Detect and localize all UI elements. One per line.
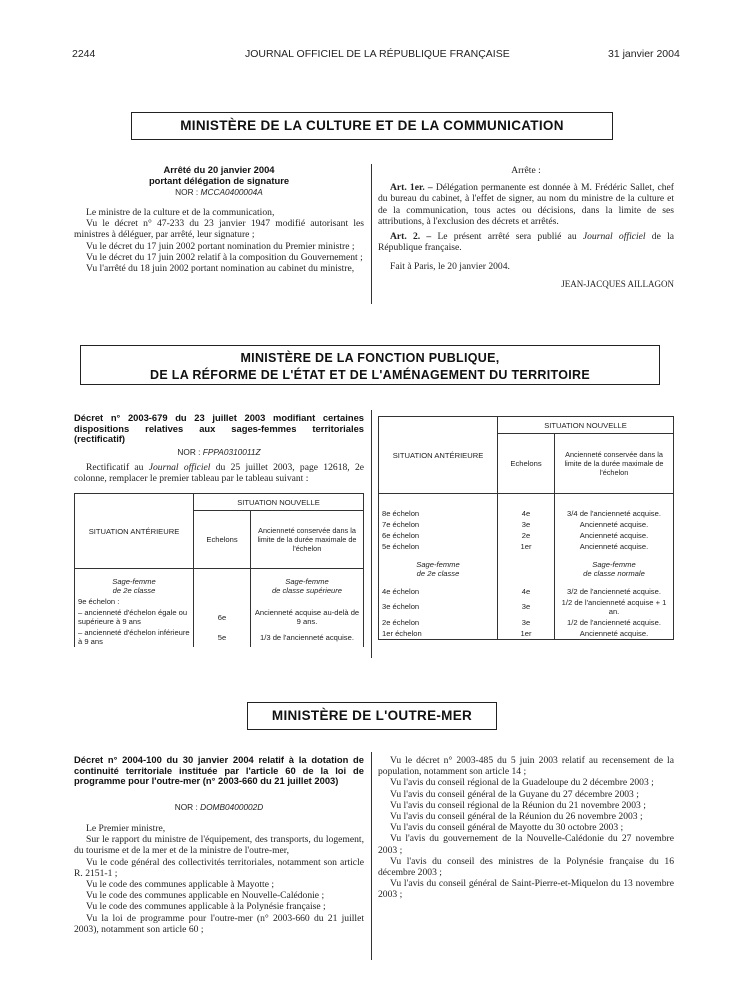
row-anciennete: 1/2 de l'ancienneté acquise + 1 an. (555, 597, 674, 617)
rectif-a: Rectificatif au (86, 462, 149, 473)
visa-paragraph: Vu l'arrêté du 18 juin 2002 portant nomination au cabinet du ministre, (86, 263, 355, 275)
empty-cell (498, 552, 555, 586)
visa-paragraph: Vu le code des communes applicable à Mayotte ; (86, 879, 275, 891)
arrete-verb: Arrête : (511, 165, 541, 176)
grade-left-1: Sage-femme (112, 577, 156, 586)
visa-paragraph: Vu le code des communes applicable à la Polynésie française ; (86, 901, 326, 913)
ministry-title-outre-mer-text: MINISTÈRE DE L'OUTRE-MER (271, 708, 473, 723)
visa-paragraph: Vu l'avis du conseil général de la Réunion du 26 novembre 2003 ; (390, 811, 643, 823)
arrete-nor (74, 187, 364, 197)
ministry-title-fonction-publique (80, 345, 660, 385)
article-2 (378, 231, 674, 253)
nor-label: NOR : (175, 187, 199, 197)
row-left: 5e échelon (379, 541, 498, 552)
row-echelon: 3e (498, 597, 555, 617)
row-left: 2e échelon (379, 617, 498, 628)
grade-right (555, 552, 674, 586)
row-left: 7e échelon (379, 519, 498, 530)
visa-paragraph: Vu l'avis du gouvernement de la Nouvelle-Calédonie du 27 novembre 2003 ; (378, 833, 674, 856)
row-anciennete: 3/2 de l'ancienneté acquise. (555, 586, 674, 597)
article-2-text-a: Le présent arrêté sera publié au (437, 231, 583, 243)
nor-code: DOMB0400002D (200, 802, 264, 812)
row-anciennete: Ancienneté acquise. (555, 628, 674, 640)
row-echelon: 3e (498, 617, 555, 628)
grade-left-2: de 2e classe (416, 568, 460, 578)
visa-paragraph: Vu la loi de programme pour l'outre-mer (n° 2003-660 du 21 juillet 2003), notamment son article 60 ; (74, 912, 364, 935)
visa-paragraph: Vu l'avis du conseil général de la Guyane du 27 décembre 2003 ; (390, 788, 639, 800)
visa-paragraph: Vu l'avis du conseil général de Saint-Pierre-et-Miquelon du 13 novembre 2003 ; (378, 878, 674, 901)
journal-title: JOURNAL OFFICIEL DE LA RÉPUBLIQUE FRANÇAISE (245, 48, 510, 60)
grade-right-1: Sage-femme (592, 559, 636, 569)
grade-left-1: Sage-femme (416, 559, 460, 569)
decree-2003-679-title: Décret n° 2003-679 du 23 juillet 2003 modifiant certaines dispositions relatives aux sages-femmes territoriales (rectificatif) (74, 412, 364, 445)
done-at: Fait à Paris, le 20 janvier 2004. (390, 261, 510, 273)
table-row (379, 617, 674, 628)
nor-code: FPPA0310011Z (202, 447, 261, 457)
table-row-2-echelon: 5e (194, 627, 251, 647)
table-row-1-echelon: 6e (194, 607, 251, 627)
th-situation-nouvelle: SITUATION NOUVELLE (194, 494, 364, 511)
table-row-1-left: – ancienneté d'échelon égale ou supérieure à 9 ans (75, 607, 194, 627)
table-row (379, 597, 674, 617)
th-situation-anterieure: SITUATION ANTÉRIEURE (379, 417, 498, 494)
table-row (379, 508, 674, 519)
row-left: 6e échelon (379, 530, 498, 541)
rectificatif-text (74, 462, 364, 484)
visa-paragraph: Vu l'avis du conseil général de Mayotte du 30 octobre 2003 ; (390, 822, 624, 834)
visa-paragraph: Vu le décret n° 47-233 du 23 janvier 1947 modifié autorisant les ministres à déléguer, par arrêté, leur signature ; (74, 218, 364, 241)
row-echelon: 4e (498, 508, 555, 519)
arrete-title (74, 165, 364, 186)
visa-paragraph: Le ministre de la culture et de la communication, (86, 207, 275, 218)
row-left: 8e échelon (379, 508, 498, 519)
rectif-journal: Journal officiel (148, 462, 211, 473)
visa-paragraph: Vu le code des communes applicable en Nouvelle-Calédonie ; (86, 890, 325, 902)
table-row (379, 541, 674, 552)
table-row-1-anciennete: Ancienneté acquise au-delà de 9 ans. (251, 607, 364, 627)
visa-paragraph: Vu le code général des collectivités territoriales, notamment son article R. 2151-1 ; (74, 856, 364, 879)
decree-visas-left (74, 823, 364, 935)
empty-cell (194, 569, 251, 597)
visa-paragraph: Le Premier ministre, (86, 823, 166, 834)
ministry-title-outre-mer (247, 702, 497, 730)
ministry-title-line2: DE LA RÉFORME DE L'ÉTAT ET DE L'AMÉNAGEMENT DU TERRITOIRE (150, 368, 590, 382)
row-echelon: 1er (498, 541, 555, 552)
row-anciennete: 3/4 de l'ancienneté acquise. (555, 508, 674, 519)
th-situation-anterieure: SITUATION ANTÉRIEURE (75, 494, 194, 569)
empty-cell (251, 596, 364, 607)
ministry-title-culture (131, 112, 613, 140)
grade-left (379, 552, 498, 586)
row-echelon-label: 9e échelon : (75, 596, 194, 607)
grade-right-2: de classe normale (583, 568, 645, 578)
article-1 (378, 182, 674, 227)
table-rectificatif-1 (74, 493, 364, 647)
table-row (379, 628, 674, 640)
decree-2004-100-title: Décret n° 2004-100 du 30 janvier 2004 relatif à la dotation de continuité territoriale instituée par l'article 60 de la loi de programme pour l'outre-mer (n° 2003-660 du 21 juillet 2003) (74, 754, 364, 787)
row-left: 4e échelon (379, 586, 498, 597)
table-row (379, 519, 674, 530)
row-echelon: 4e (498, 586, 555, 597)
table-row-2-left: – ancienneté d'échelon inférieure à 9 ans (75, 627, 194, 647)
empty-cell (555, 494, 674, 508)
ministry-title-culture-text: MINISTÈRE DE LA CULTURE ET DE LA COMMUNICATION (180, 118, 564, 133)
visa-paragraph: Vu le décret du 17 juin 2002 portant nomination du Premier ministre ; (86, 240, 355, 252)
visa-paragraph: Vu l'avis du conseil régional de la Guadeloupe du 2 décembre 2003 ; (390, 777, 654, 789)
table-rectificatif-2 (378, 416, 674, 640)
nor-label: NOR : (177, 447, 201, 457)
table-row-2-anciennete: 1/3 de l'ancienneté acquise. (251, 627, 364, 647)
arrete-title-line1: Arrêté du 20 janvier 2004 (163, 164, 275, 175)
th-situation-nouvelle: SITUATION NOUVELLE (498, 417, 674, 434)
article-2-text-b: de la République française. (378, 231, 674, 254)
article-2-label: Art. 2. – (390, 231, 432, 243)
arrete-title-line2: portant délégation de signature (148, 174, 290, 186)
grade-right (251, 569, 364, 597)
row-anciennete: Ancienneté acquise. (555, 541, 674, 552)
issue-date: 31 janvier 2004 (608, 48, 680, 60)
grade-right-2: de classe supérieure (271, 586, 343, 595)
th-anciennete: Ancienneté conservée dans la limite de la durée maximale de l'échelon (251, 511, 364, 569)
row-echelon: 2e (498, 530, 555, 541)
th-echelons: Echelons (498, 434, 555, 494)
arrete-dispositif (378, 165, 674, 290)
empty-cell (379, 494, 498, 508)
visa-paragraph: Vu le décret n° 2003-485 du 5 juin 2003 relatif au recensement de la population, notamment son article 14 ; (378, 755, 674, 778)
decree-2004-100-nor (74, 802, 364, 812)
row-left: 3e échelon (379, 597, 498, 617)
visa-paragraph: Vu l'avis du conseil des ministres de la Polynésie française du 16 décembre 2003 ; (378, 855, 674, 879)
table-row (379, 530, 674, 541)
empty-cell (498, 494, 555, 508)
signature: JEAN-JACQUES AILLAGON (561, 278, 674, 289)
th-anciennete: Ancienneté conservée dans la limite de la durée maximale de l'échelon (555, 434, 674, 494)
arrete-visas (74, 207, 364, 274)
visa-paragraph: Sur le rapport du ministre de l'équipement, des transports, du logement, du tourisme et de la mer et de la ministre de l'outre-mer, (74, 834, 364, 857)
column-divider (371, 752, 372, 960)
row-echelon: 1er (498, 628, 555, 640)
decree-2003-679-nor (74, 447, 364, 457)
column-divider (371, 164, 372, 304)
row-anciennete: Ancienneté acquise. (555, 519, 674, 530)
nor-label: NOR : (174, 802, 198, 812)
decree-visas-right (378, 755, 674, 901)
row-anciennete: Ancienneté acquise. (555, 530, 674, 541)
row-echelon: 3e (498, 519, 555, 530)
grade-left-2: de 2e classe (112, 586, 156, 595)
nor-code: MCCA0400004A (200, 187, 263, 197)
empty-cell (194, 596, 251, 607)
visa-paragraph: Vu l'avis du conseil régional de la Réunion du 21 novembre 2003 ; (390, 799, 646, 811)
page-number: 2244 (72, 48, 96, 60)
th-echelons: Echelons (194, 511, 251, 569)
visa-paragraph: Vu le décret du 17 juin 2002 relatif à la composition du Gouvernement ; (86, 251, 363, 263)
column-divider (371, 410, 372, 658)
table-row (379, 586, 674, 597)
article-2-journal: Journal officiel (582, 231, 646, 243)
grade-left (75, 569, 194, 597)
row-left: 1er échelon (379, 628, 498, 640)
article-1-text: Délégation permanente est donnée à M. Frédéric Sallet, chef du bureau du cabinet, à l'effet de signer, au nom du ministre de la culture et de la communication, tous actes ou décisions, dans la limite de ses attributions, à l'exclusion des décrets et arrêtés. (378, 182, 674, 227)
ministry-title-line1: MINISTÈRE DE LA FONCTION PUBLIQUE, (240, 351, 500, 365)
rectif-b: du 25 juillet 2003, page 12618, 2e colonne, remplacer le premier tableau par le tableau suivant : (74, 462, 364, 485)
grade-right-1: Sage-femme (285, 577, 329, 586)
article-1-label: Art. 1er. – (390, 182, 433, 194)
row-anciennete: 1/2 de l'ancienneté acquise. (555, 617, 674, 628)
